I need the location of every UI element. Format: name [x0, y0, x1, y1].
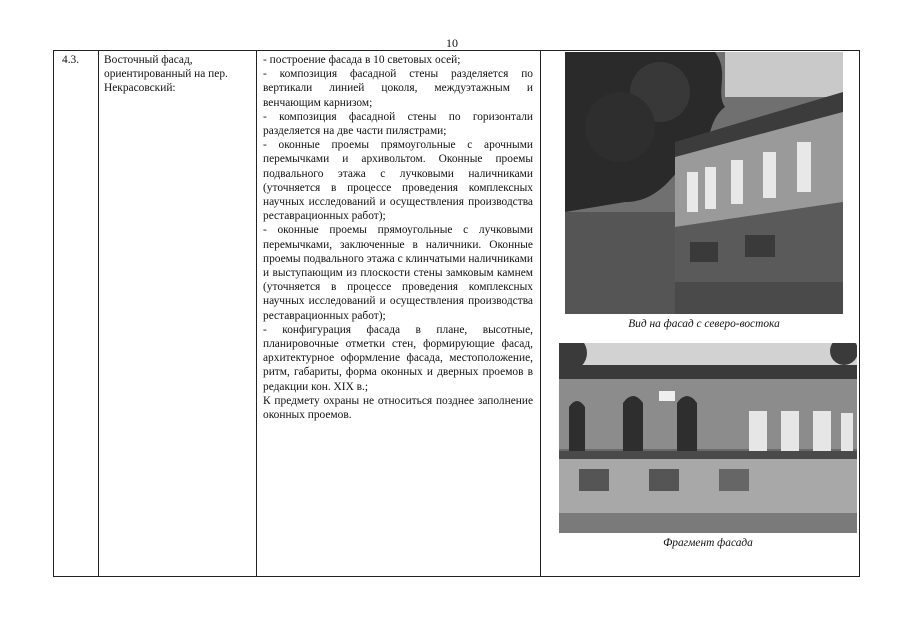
description-item: - оконные проемы прямоугольные с арочными перемычками и архивольтом. Оконные проемы подвального этажа с лучковыми наличниками (уточняется в процессе проведения комплексных научных исследований и осуществления производства реставрационных работ); [263, 139, 533, 223]
photo-caption: Вид на фасад с северо-востока [628, 318, 780, 330]
heritage-table [53, 50, 860, 577]
page-number: 10 [446, 36, 458, 50]
description-item: - построение фасада в 10 световых осей; [263, 54, 461, 66]
row-number: 4.3. [62, 54, 80, 66]
description-item: - композиция фасадной стены по горизонтали разделяется на две части пилястрами; [263, 110, 533, 138]
description-item: - композиция фасадной стены разделяется по вертикали линией цоколя, междуэтажным и венчающим карнизом; [263, 68, 533, 109]
facade-photo-northeast [565, 52, 843, 314]
element-name-line: Некрасовский: [104, 82, 176, 95]
photo-caption: Фрагмент фасада [663, 537, 753, 549]
description-item: К предмету охраны не относиться позднее заполнение оконных проемов. [263, 394, 533, 422]
facade-photo-fragment [559, 343, 857, 533]
column-divider [98, 51, 99, 576]
element-name-line: ориентированный на пер. [104, 68, 228, 81]
description-item: - конфигурация фасада в плане, высотные, планировочные отметки стен, формирующие фасад, архитектурное оформление фасада, местоположение, ритм, габариты, форма оконных и дверных проемов в редакции кон. XIX в.; [263, 323, 533, 393]
element-name-line: Восточный фасад, [104, 54, 193, 66]
description-item: - оконные проемы прямоугольные с лучковыми перемычками, заключенные в наличники. Оконные проемы подвального этажа с клинчатыми наличниками и выступающим из плоскости стены замковым камнем (уточняется в процессе проведения комплексных научных исследований и осуществления производства реставрационных работ); [263, 224, 533, 322]
column-divider [540, 51, 541, 576]
protection-description [263, 53, 533, 422]
column-divider [256, 51, 257, 576]
element-name [104, 53, 254, 96]
